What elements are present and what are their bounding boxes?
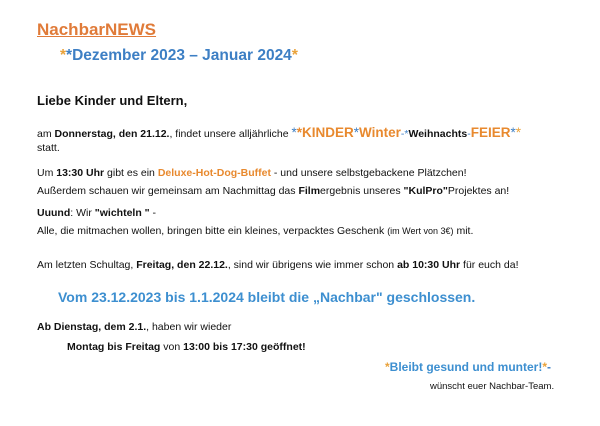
text: mit.: [453, 225, 474, 237]
text: von: [160, 341, 184, 353]
text: Projektes an!: [447, 185, 510, 197]
signoff: wünscht euer Nachbar-Team.: [430, 381, 555, 392]
paragraph-hours: [67, 341, 306, 353]
star-icon: *: [542, 360, 548, 374]
event-date: Donnerstag, den 21.12.: [54, 128, 170, 140]
weihnachts-word: Weihnachts: [408, 128, 468, 140]
text: ergebnis unseres: [320, 185, 404, 197]
paragraph-wichteln: [37, 207, 156, 219]
text: gibt es ein: [104, 167, 158, 179]
dash: -: [547, 360, 552, 374]
hours-times: 13:00 bis 17:30 geöffnet!: [183, 341, 306, 353]
star-icon: *: [60, 47, 67, 64]
text: , findet unsere alljährliche: [169, 128, 292, 140]
text: : Wir: [70, 207, 95, 219]
reopen-date: Ab Dienstag, dem 2.1.: [37, 321, 147, 333]
gift-value: (im Wert von 3€): [387, 226, 454, 236]
star-icon: *: [515, 125, 522, 140]
buffet-time: 13:30 Uhr: [56, 167, 105, 179]
dash: -: [400, 128, 405, 140]
health-text: Bleibt gesund und munter!: [389, 360, 543, 374]
health-wish: [385, 360, 551, 374]
buffet-name: Deluxe-Hot-Dog-Buffet: [157, 167, 271, 179]
paragraph-event-end: statt.: [37, 142, 60, 154]
text: - und unsere selbstgebackene Plätzchen!: [270, 167, 467, 179]
text: Alle, die mitmachen wollen, bringen bitte ein kleines, verpacktes Geschenk: [37, 225, 388, 237]
uuund-word: Uuund: [37, 207, 71, 219]
star-icon: *: [291, 125, 297, 140]
dash: -: [467, 128, 471, 140]
hours-days: Montag bis Freitag: [67, 341, 161, 353]
period-text: *Dezember 2023 – Januar 2024: [66, 47, 292, 64]
film-word: Film: [298, 185, 321, 197]
text: für euch da!: [460, 259, 519, 271]
text: Außerdem schauen wir gemeinsam am Nachmittag das: [37, 185, 299, 197]
wichteln-word: "wichteln ": [94, 207, 150, 219]
text: , haben wir wieder: [146, 321, 232, 333]
newsletter-title: NachbarNEWS: [37, 20, 157, 39]
kulpro-word: "KulPro": [403, 185, 448, 197]
star-icon: *: [385, 360, 390, 374]
closed-notice: Vom 23.12.2023 bis 1.1.2024 bleibt die „Nachbar" geschlossen.: [58, 289, 476, 305]
winter-word: Winter: [359, 125, 401, 140]
last-day-date: Freitag, den 22.12.: [136, 259, 228, 271]
paragraph-buffet: [37, 167, 467, 179]
text: Um: [37, 167, 57, 179]
paragraph-reopen: [37, 321, 231, 333]
star-icon: *: [291, 47, 298, 64]
text: -: [149, 207, 157, 219]
paragraph-last-day: [37, 259, 518, 271]
period-heading: [60, 47, 298, 65]
star-icon: *: [404, 128, 409, 140]
last-day-time: ab 10:30 Uhr: [397, 259, 461, 271]
star-icon: *: [353, 125, 360, 140]
text: , sind wir übrigens wie immer schon: [227, 259, 398, 271]
text: Am letzten Schultag,: [37, 259, 137, 271]
star-icon: *: [510, 125, 516, 140]
feier-word: FEIER: [470, 125, 511, 140]
text: am: [37, 128, 55, 140]
paragraph-film: [37, 185, 509, 197]
greeting: Liebe Kinder und Eltern,: [37, 93, 188, 108]
paragraph-gift: [37, 225, 473, 237]
kinder-word: *KINDER: [296, 125, 354, 140]
paragraph-event: [37, 125, 521, 140]
